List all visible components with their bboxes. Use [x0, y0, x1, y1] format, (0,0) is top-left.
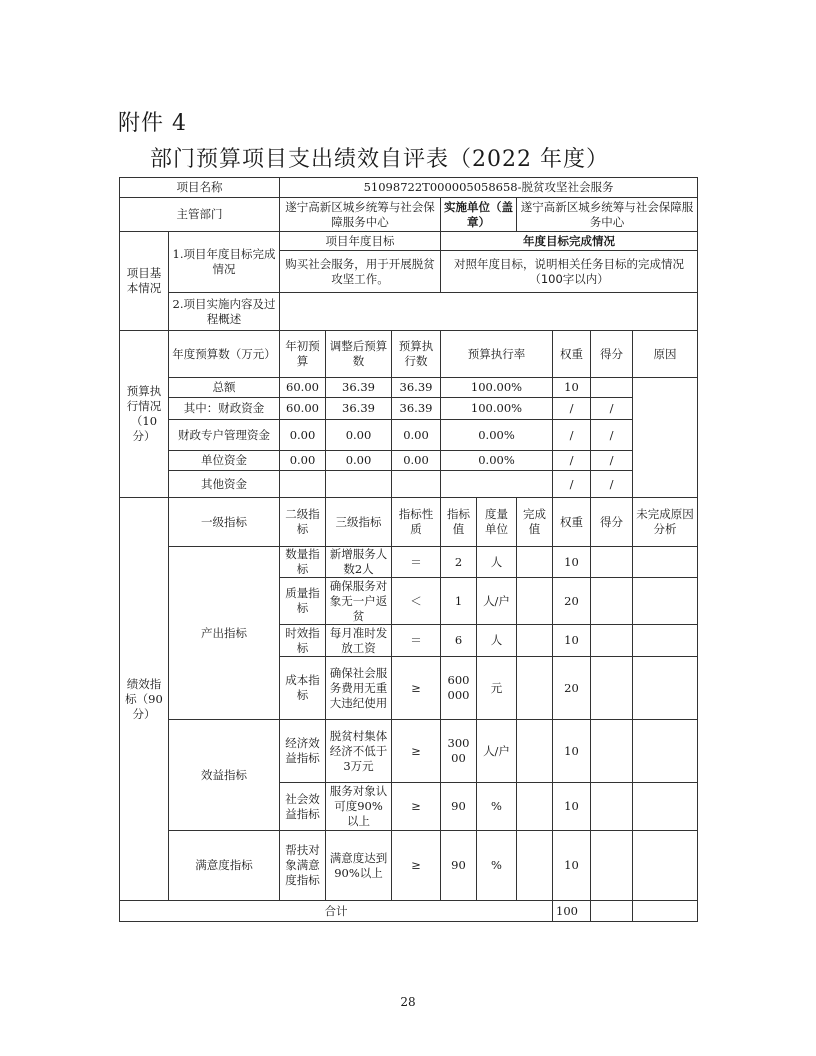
perf-unit: 人/户 — [477, 720, 517, 783]
perf-score[interactable] — [591, 720, 633, 783]
perf-value: 1 — [441, 578, 477, 625]
budget-rate: 100.00% — [441, 378, 553, 398]
performance-section-label: 绩效指标（90分） — [120, 498, 169, 901]
perf-score[interactable] — [591, 547, 633, 578]
budget-score: / — [591, 398, 633, 420]
completion-header: 年度目标完成情况 — [441, 232, 698, 251]
budget-executed: 36.39 — [392, 378, 441, 398]
budget-header: 得分 — [591, 331, 633, 378]
total-label: 合计 — [120, 901, 553, 922]
total-weight: 100 — [553, 901, 591, 922]
perf-unit: % — [477, 831, 517, 901]
perf-value: 2 — [441, 547, 477, 578]
budget-header: 原因 — [633, 331, 698, 378]
perf-score[interactable] — [591, 625, 633, 657]
budget-row-name: 其他资金 — [169, 471, 280, 498]
item2-label: 2.项目实施内容及过程概述 — [169, 293, 280, 331]
perf-unit: 人 — [477, 547, 517, 578]
perf-l3: 确保服务对象无一户返贫 — [326, 578, 392, 625]
perf-score[interactable] — [591, 831, 633, 901]
perf-l2: 帮扶对象满意度指标 — [280, 831, 326, 901]
budget-header-row — [120, 331, 698, 378]
budget-score: / — [591, 420, 633, 451]
perf-nature: ＝ — [392, 547, 441, 578]
implementer-label: 实施单位（盖章） — [441, 198, 517, 232]
perf-weight: 10 — [553, 547, 591, 578]
evaluation-table — [119, 177, 698, 922]
perf-value: 90 — [441, 783, 477, 831]
budget-header: 预算执行率 — [441, 331, 553, 378]
budget-weight: / — [553, 471, 591, 498]
budget-row-name: 财政专户管理资金 — [169, 420, 280, 451]
budget-weight: / — [553, 451, 591, 471]
budget-header: 年初预算 — [280, 331, 326, 378]
budget-row — [120, 398, 698, 420]
budget-row-name: 单位资金 — [169, 451, 280, 471]
budget-row — [120, 420, 698, 451]
perf-value: 600000 — [441, 657, 477, 720]
budget-adjusted: 36.39 — [326, 398, 392, 420]
perf-unit: 人 — [477, 625, 517, 657]
implementer-value: 遂宁高新区城乡统筹与社会保障服务中心 — [517, 198, 698, 232]
perf-score[interactable] — [591, 657, 633, 720]
perf-l3: 确保社会服务费用无重大违纪使用 — [326, 657, 392, 720]
perf-reason[interactable] — [633, 831, 698, 901]
perf-l2: 经济效益指标 — [280, 720, 326, 783]
department-label: 主管部门 — [120, 198, 280, 232]
level1-output: 产出指标 — [169, 547, 280, 720]
budget-adjusted: 0.00 — [326, 420, 392, 451]
perf-value: 6 — [441, 625, 477, 657]
budget-reason[interactable] — [633, 378, 698, 498]
perf-header: 权重 — [553, 498, 591, 547]
perf-l2: 质量指标 — [280, 578, 326, 625]
perf-score[interactable] — [591, 783, 633, 831]
perf-header: 指标值 — [441, 498, 477, 547]
perf-done[interactable] — [517, 657, 553, 720]
perf-weight: 20 — [553, 578, 591, 625]
perf-reason[interactable] — [633, 657, 698, 720]
budget-adjusted: 36.39 — [326, 378, 392, 398]
goal-header: 项目年度目标 — [280, 232, 441, 251]
perf-value: 30000 — [441, 720, 477, 783]
perf-done[interactable] — [517, 625, 553, 657]
goal-header-row — [120, 232, 698, 251]
budget-score: / — [591, 451, 633, 471]
perf-done[interactable] — [517, 783, 553, 831]
budget-row-name: 总额 — [169, 378, 280, 398]
perf-l3: 满意度达到90%以上 — [326, 831, 392, 901]
budget-adjusted: 0.00 — [326, 451, 392, 471]
perf-header: 二级指标 — [280, 498, 326, 547]
perf-value: 90 — [441, 831, 477, 901]
budget-row — [120, 471, 698, 498]
perf-nature: ＜ — [392, 578, 441, 625]
project-name-row — [120, 178, 698, 198]
perf-unit: 人/户 — [477, 578, 517, 625]
project-name-label: 项目名称 — [120, 178, 280, 198]
perf-header: 未完成原因分析 — [633, 498, 698, 547]
budget-rate: 0.00% — [441, 420, 553, 451]
total-remark[interactable] — [633, 901, 698, 922]
perf-unit: % — [477, 783, 517, 831]
attachment-label: 附件 4 — [118, 111, 187, 136]
perf-nature: ≥ — [392, 720, 441, 783]
perf-row — [120, 720, 698, 783]
perf-nature: ＝ — [392, 625, 441, 657]
perf-reason[interactable] — [633, 720, 698, 783]
budget-weight: / — [553, 420, 591, 451]
perf-weight: 10 — [553, 783, 591, 831]
item2-row — [120, 293, 698, 331]
perf-nature: ≥ — [392, 783, 441, 831]
performance-header-row — [120, 498, 698, 547]
budget-header: 调整后预算数 — [326, 331, 392, 378]
budget-row-name: 其中：财政资金 — [169, 398, 280, 420]
perf-score[interactable] — [591, 578, 633, 625]
total-score[interactable] — [591, 901, 633, 922]
perf-done[interactable] — [517, 578, 553, 625]
perf-row — [120, 831, 698, 901]
budget-adjusted[interactable] — [326, 471, 392, 498]
budget-rate[interactable] — [441, 471, 553, 498]
item2-value[interactable] — [280, 293, 698, 331]
perf-weight: 20 — [553, 657, 591, 720]
budget-row — [120, 451, 698, 471]
budget-executed[interactable] — [392, 471, 441, 498]
perf-weight: 10 — [553, 625, 591, 657]
basic-section-label: 项目基本情况 — [120, 232, 169, 331]
level1-satisfaction: 满意度指标 — [169, 831, 280, 901]
perf-l2: 时效指标 — [280, 625, 326, 657]
perf-header: 度量单位 — [477, 498, 517, 547]
budget-executed: 0.00 — [392, 420, 441, 451]
perf-row — [120, 547, 698, 578]
perf-weight: 10 — [553, 720, 591, 783]
perf-nature: ≥ — [392, 831, 441, 901]
level1-benefit: 效益指标 — [169, 720, 280, 831]
budget-rate: 0.00% — [441, 451, 553, 471]
perf-reason[interactable] — [633, 547, 698, 578]
perf-l2: 成本指标 — [280, 657, 326, 720]
perf-header: 三级指标 — [326, 498, 392, 547]
budget-initial: 60.00 — [280, 398, 326, 420]
budget-rate: 100.00% — [441, 398, 553, 420]
perf-l3: 服务对象认可度90%以上 — [326, 783, 392, 831]
budget-weight: 10 — [553, 378, 591, 398]
department-row — [120, 198, 698, 232]
department-value: 遂宁高新区城乡统筹与社会保障服务中心 — [280, 198, 441, 232]
perf-done[interactable] — [517, 720, 553, 783]
perf-header: 一级指标 — [169, 498, 280, 547]
page-number: 28 — [400, 995, 416, 1009]
perf-l2: 数量指标 — [280, 547, 326, 578]
perf-weight: 10 — [553, 831, 591, 901]
perf-l3: 新增服务人数2人 — [326, 547, 392, 578]
perf-unit: 元 — [477, 657, 517, 720]
page-title: 部门预算项目支出绩效自评表（2022 年度） — [150, 147, 609, 172]
budget-section-label: 预算执行情况（10分） — [120, 331, 169, 498]
perf-header: 完成值 — [517, 498, 553, 547]
perf-l3: 每月准时发放工资 — [326, 625, 392, 657]
perf-header: 指标性质 — [392, 498, 441, 547]
budget-initial: 0.00 — [280, 451, 326, 471]
perf-reason[interactable] — [633, 625, 698, 657]
budget-header: 年度预算数（万元） — [169, 331, 280, 378]
goal-text: 购买社会服务，用于开展脱贫攻坚工作。 — [280, 251, 441, 293]
budget-score[interactable] — [591, 378, 633, 398]
budget-executed: 0.00 — [392, 451, 441, 471]
budget-header: 预算执行数 — [392, 331, 441, 378]
perf-l3: 脱贫村集体经济不低于3万元 — [326, 720, 392, 783]
budget-weight: / — [553, 398, 591, 420]
total-row — [120, 901, 698, 922]
item1-label: 1.项目年度目标完成情况 — [169, 232, 280, 293]
budget-initial: 0.00 — [280, 420, 326, 451]
budget-initial[interactable] — [280, 471, 326, 498]
project-name-value: 51098722T000005058658-脱贫攻坚社会服务 — [280, 178, 698, 198]
budget-header: 权重 — [553, 331, 591, 378]
perf-done[interactable] — [517, 831, 553, 901]
perf-nature: ≥ — [392, 657, 441, 720]
perf-header: 得分 — [591, 498, 633, 547]
budget-initial: 60.00 — [280, 378, 326, 398]
completion-text: 对照年度目标，说明相关任务目标的完成情况（100字以内） — [441, 251, 698, 293]
perf-reason[interactable] — [633, 783, 698, 831]
budget-row — [120, 378, 698, 398]
perf-done[interactable] — [517, 547, 553, 578]
perf-l2: 社会效益指标 — [280, 783, 326, 831]
budget-executed: 36.39 — [392, 398, 441, 420]
perf-reason[interactable] — [633, 578, 698, 625]
budget-score: / — [591, 471, 633, 498]
